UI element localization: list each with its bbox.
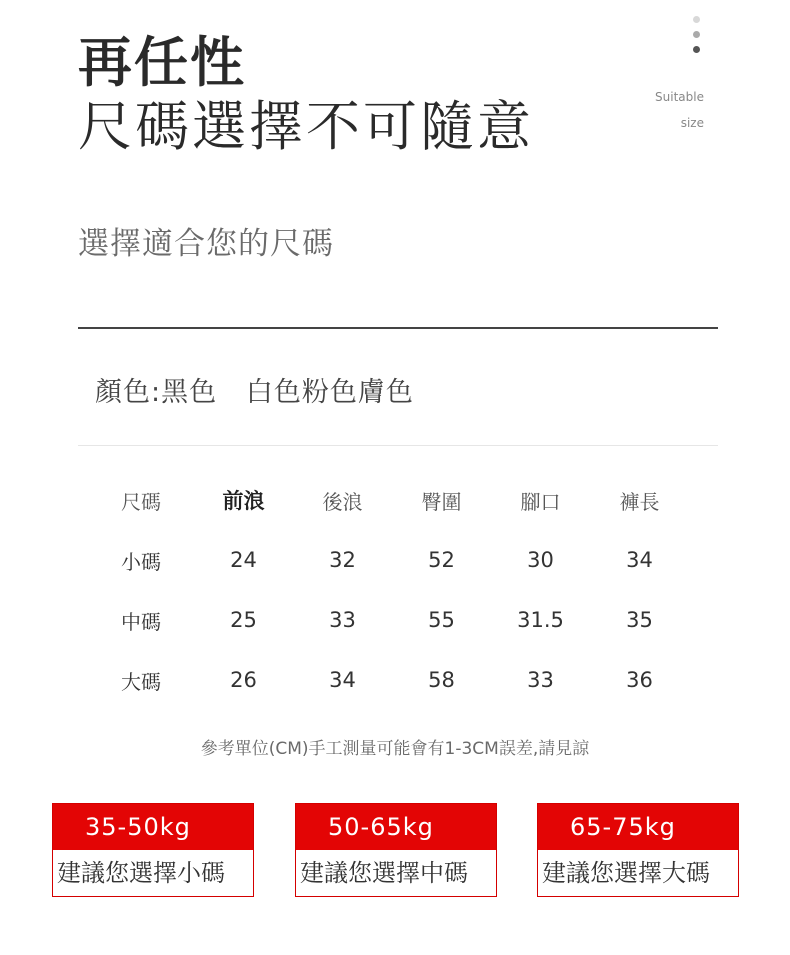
header-hip: 臀圍 (421, 489, 462, 514)
table-row (88, 650, 728, 710)
weight-range: 50-65kg (296, 804, 496, 850)
value-cell: 58 (428, 668, 455, 692)
table-header-row (88, 470, 728, 530)
value-cell: 31.5 (517, 608, 564, 632)
value-cell: 52 (428, 548, 455, 572)
size-advice: 建議您選擇小碼 (57, 859, 225, 887)
value-cell: 55 (428, 608, 455, 632)
divider (78, 327, 718, 329)
size-advice: 建議您選擇大碼 (542, 859, 710, 887)
more-options-icon[interactable] (693, 16, 703, 61)
table-row (88, 590, 728, 650)
table-row (88, 530, 728, 590)
dot-1 (693, 16, 700, 23)
size-table (88, 470, 728, 710)
size-cell: 大碼 (121, 669, 161, 694)
recommendation-card-medium (295, 803, 497, 897)
header-back-rise: 後浪 (322, 489, 363, 514)
value-cell: 33 (527, 668, 554, 692)
divider-thin (78, 445, 718, 446)
value-cell: 24 (230, 548, 257, 572)
size-cell: 小碼 (121, 549, 161, 574)
size-advice: 建議您選擇中碼 (300, 859, 468, 887)
suitable-size-label (640, 84, 704, 136)
weight-range: 35-50kg (53, 804, 253, 850)
header-size: 尺碼 (121, 489, 161, 514)
value-cell: 30 (527, 548, 554, 572)
size-label: size (680, 116, 704, 130)
suitable-label: Suitable (655, 90, 704, 104)
measurement-note: 參考單位(CM)手工測量可能會有1-3CM誤差,請見諒 (200, 739, 590, 759)
subtitle: 選擇適合您的尺碼 (78, 226, 334, 262)
title-line-1: 再任性 (78, 31, 246, 94)
recommendation-card-small (52, 803, 254, 897)
recommendation-card-large (537, 803, 739, 897)
dot-3 (693, 46, 700, 53)
value-cell: 25 (230, 608, 257, 632)
header-leg-opening: 腳口 (520, 489, 561, 514)
weight-range: 65-75kg (538, 804, 738, 850)
value-cell: 33 (329, 608, 356, 632)
color-options: 顏色:黑色 白色粉色膚色 (95, 377, 414, 408)
header-length: 褲長 (619, 489, 660, 514)
value-cell: 32 (329, 548, 356, 572)
value-cell: 26 (230, 668, 257, 692)
dot-2 (693, 31, 700, 38)
value-cell: 35 (626, 608, 653, 632)
header-front-rise: 前浪 (222, 489, 265, 513)
value-cell: 34 (329, 668, 356, 692)
title-line-2: 尺碼選擇不可隨意 (78, 95, 534, 158)
size-cell: 中碼 (121, 609, 161, 634)
value-cell: 34 (626, 548, 653, 572)
value-cell: 36 (626, 668, 653, 692)
